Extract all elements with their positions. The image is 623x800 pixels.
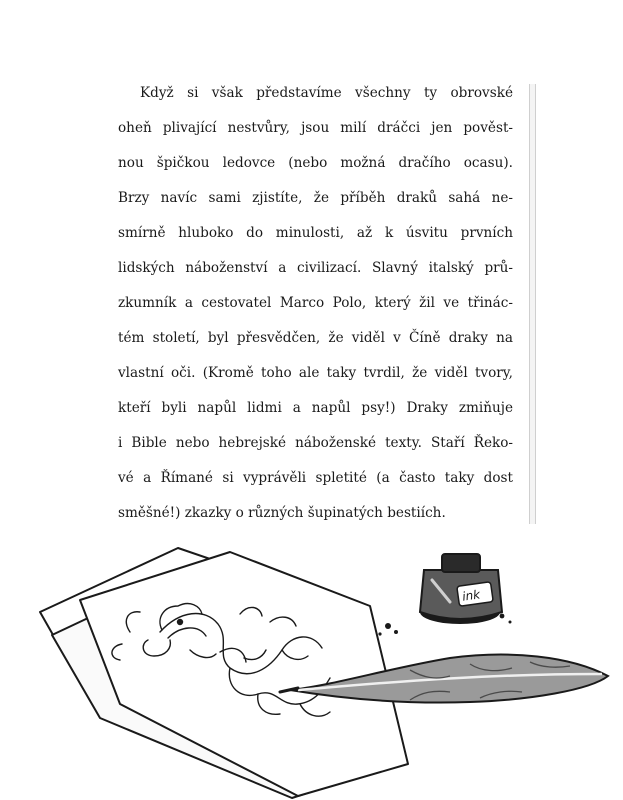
text-line: lidských náboženství a civilizací. Slavný italský prů- xyxy=(118,260,513,276)
ink-label: ink xyxy=(461,587,481,604)
body-paragraph xyxy=(118,76,513,531)
margin-rule xyxy=(529,84,536,524)
paper-sheets xyxy=(40,548,408,798)
text-line: vé a Římané si vyprávěli spletité (a často taky dost xyxy=(118,470,513,486)
text-line: směšné!) zkazky o různých šupinatých bestiích. xyxy=(118,505,446,521)
text-line: zkumník a cestovatel Marco Polo, který žil ve třinác- xyxy=(118,295,513,311)
text-line: Brzy navíc sami zjistíte, že příběh draků sahá ne- xyxy=(118,190,513,206)
text-line: i Bible nebo hebrejské náboženské texty. Staří Řeko- xyxy=(118,435,513,451)
text-line: oheň plivající nestvůry, jsou milí dráčci jen pověst- xyxy=(118,120,513,136)
text-line: Když si však představíme všechny ty obrovské xyxy=(140,85,513,101)
dragon-sketch-illustration xyxy=(30,540,623,800)
ink-bottle-icon xyxy=(420,554,502,624)
text-line: nou špičkou ledovce (nebo možná dračího ocasu). xyxy=(118,155,513,171)
text-line: tém století, byl přesvědčen, že viděl v Číně draky na xyxy=(118,330,513,346)
text-line: vlastní oči. (Kromě toho ale taky tvrdil, že viděl tvory, xyxy=(118,365,513,381)
text-line: kteří byli napůl lidmi a napůl psy!) Draky zmiňuje xyxy=(118,400,513,416)
text-line: smírně hluboko do minulosti, až k úsvitu prvních xyxy=(118,225,513,241)
